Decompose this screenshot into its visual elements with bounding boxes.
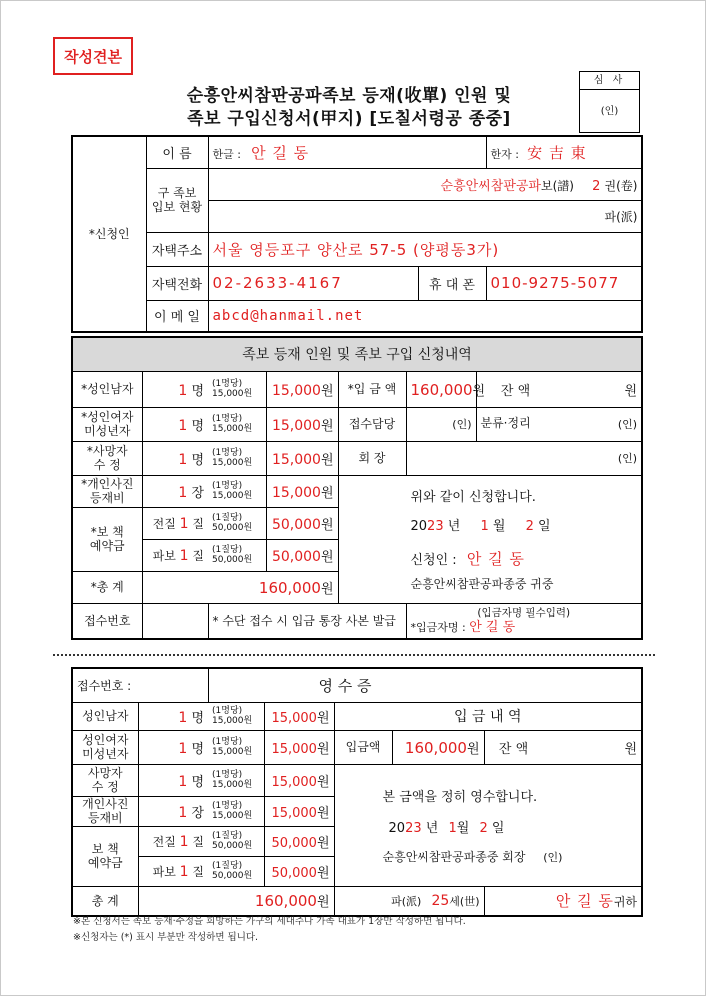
- rate-line1: (1명당): [212, 706, 243, 716]
- label-line2: 등재비: [87, 811, 123, 825]
- year-field[interactable]: 23: [427, 519, 444, 534]
- rate-line1: (1명당): [212, 448, 243, 458]
- label-line1: 성인여자: [82, 733, 129, 747]
- hangul-label: 한글 :: [212, 147, 241, 161]
- r-total-amount: 160,000: [254, 892, 317, 911]
- won-label: 원: [316, 895, 330, 911]
- rate-cell: [208, 475, 266, 507]
- rate-line2: 50,000원: [212, 523, 253, 533]
- rate-cell: [208, 407, 266, 441]
- r-full-set-count: 1: [179, 833, 189, 850]
- applicant-table: [71, 135, 643, 333]
- r-full-set-amount-cell: [264, 826, 334, 856]
- adult-female-minor-label: [72, 407, 142, 441]
- hangul-name-cell: [208, 136, 486, 168]
- r-honorific: 귀하: [613, 895, 638, 910]
- r-statement-date: [383, 817, 638, 836]
- r-adult-female-minor-label: [72, 730, 138, 764]
- form-title-line1: 순흥안씨참판공파족보 등재(收單) 인원 및: [186, 86, 512, 106]
- rate-line2: 15,000원: [212, 811, 253, 821]
- unit-label: 명: [191, 774, 205, 790]
- r-deceased-count: 1: [178, 773, 188, 790]
- r-adult-female-count-cell: [138, 730, 208, 764]
- r-deceased-amount-cell: [264, 764, 334, 796]
- phone-label: 자택전화: [146, 266, 208, 300]
- sort-seal: (인): [617, 418, 638, 431]
- hanja-name-field[interactable]: 安 吉 東: [527, 143, 587, 162]
- rate-cell: [208, 702, 264, 730]
- book-type: 전질: [152, 834, 176, 849]
- adult-female-amount: 15,000: [271, 417, 321, 434]
- r-signer-line: [383, 848, 638, 865]
- total-amount: 160,000: [258, 578, 321, 597]
- r-photo-label: [72, 796, 138, 826]
- won-label: 원: [466, 741, 480, 757]
- pa-cell: [208, 200, 642, 232]
- photo-label: [72, 475, 142, 507]
- depositor-name-field[interactable]: 안 길 동: [469, 619, 516, 635]
- clan-branch-field[interactable]: 순흥안씨참판공파: [440, 178, 541, 194]
- phone-cell: [208, 266, 418, 300]
- address-label: 자택주소: [146, 232, 208, 266]
- branch-book-count[interactable]: 1: [179, 547, 189, 564]
- deceased-count[interactable]: 1: [178, 451, 188, 468]
- depositor-note: (입금자명 필수입력): [477, 606, 571, 619]
- label-line1: *보 책: [90, 525, 124, 539]
- label-line2: 미성년자: [82, 747, 129, 761]
- rate-cell: [208, 764, 264, 796]
- r-photo-amount-cell: [264, 796, 334, 826]
- branch-book-amount: 50,000: [271, 548, 321, 565]
- r-month: 1: [448, 820, 457, 836]
- label-line1: *성인여자: [81, 410, 134, 424]
- label-line1: *개인사진: [81, 477, 134, 491]
- r-generation: 25: [431, 892, 450, 909]
- unit-label: 명: [191, 383, 204, 399]
- book-type: 전질: [152, 516, 176, 531]
- won-label: 원: [316, 774, 330, 790]
- mobile-cell: [486, 266, 642, 300]
- rate-cell: [208, 507, 266, 539]
- rate-line1: (1명당): [212, 414, 243, 424]
- won-label: 원: [320, 485, 334, 501]
- address-cell: [208, 232, 642, 266]
- unit-label: 명: [191, 418, 204, 434]
- r-total-cell: [138, 886, 334, 916]
- applicant-name-field[interactable]: 안 길 동: [466, 550, 525, 568]
- branch-book-amount-cell: [266, 539, 338, 571]
- won-label: 원: [316, 741, 330, 757]
- r-adult-female-count: 1: [178, 740, 188, 757]
- r-year: 23: [405, 820, 422, 836]
- receipt-title: 영 수 증: [208, 668, 642, 702]
- mobile-field[interactable]: 010-9275-5077: [490, 274, 620, 292]
- full-set-amount-cell: [266, 507, 338, 539]
- rate-line1: (1명당): [212, 737, 243, 747]
- day-label: 일: [491, 820, 505, 836]
- bo-label: 보(譜): [541, 178, 574, 193]
- won-label: 원: [472, 383, 486, 399]
- year-label: 년: [425, 820, 439, 836]
- rate-line1: (1질당): [212, 513, 243, 523]
- deposit-label: *입 금 액: [338, 371, 406, 407]
- r-adult-male-amount: 15,000: [271, 710, 317, 726]
- balance-won: 원: [624, 383, 638, 399]
- total-label: *총 계: [72, 571, 142, 603]
- rate-cell: [208, 371, 266, 407]
- rate-line1: (1명당): [212, 481, 243, 491]
- clan-branch-cell: [208, 168, 642, 200]
- chair-label: 회 장: [338, 441, 406, 475]
- label-line2: 예약금: [87, 856, 123, 870]
- rate-line2: 50,000원: [212, 841, 253, 851]
- r-signer-seal: (인): [543, 850, 563, 864]
- email-field[interactable]: abcd@hanmail.net: [212, 307, 364, 324]
- deceased-correction-label: [72, 441, 142, 475]
- unit-label: 질: [192, 834, 205, 849]
- footnote-1: ※본 신청서는 족보 등재·수정을 희망하는 가구의 세대주나 가족 대표가 1장만 작성하면 됩니다.: [73, 916, 466, 927]
- r-generation-label: 세(世): [449, 894, 480, 908]
- r-adult-female-amount-cell: [264, 730, 334, 764]
- r-deposit-amount: 160,000: [404, 738, 467, 757]
- hanja-label: 한자 :: [490, 147, 519, 161]
- full-set-count-cell: [142, 507, 208, 539]
- sort-cell: [476, 407, 642, 441]
- balance-cell: [476, 371, 642, 407]
- total-cell: [142, 571, 338, 603]
- details-header: 족보 등재 인원 및 족보 구입 신청내역: [72, 337, 642, 371]
- rate-cell: [208, 539, 266, 571]
- review-box: [579, 71, 640, 133]
- rate-line2: 15,000원: [212, 424, 253, 434]
- r-deceased-amount: 15,000: [271, 774, 317, 790]
- receipt-table: [71, 667, 643, 917]
- won-label: 원: [320, 418, 334, 434]
- receipt-no-field[interactable]: [142, 603, 208, 639]
- r-adult-male-label: 성인남자: [72, 702, 138, 730]
- mobile-label: 휴 대 폰: [418, 266, 486, 300]
- month-field[interactable]: 1: [480, 519, 489, 534]
- won-label: 원: [316, 805, 330, 821]
- rate-cell: [208, 441, 266, 475]
- r-balance-won: 원: [624, 741, 638, 757]
- r-deposit-header: 입 금 내 역: [334, 702, 642, 730]
- unit-label: 장: [191, 805, 205, 821]
- r-full-set-count-cell: [138, 826, 208, 856]
- won-label: 원: [320, 452, 334, 468]
- r-branch-book-count-cell: [138, 856, 208, 886]
- hanja-name-cell: [486, 136, 642, 168]
- r-name: 안 길 동: [555, 892, 614, 911]
- sort-label: 분류·정리: [480, 416, 531, 430]
- adult-female-count-cell: [142, 407, 208, 441]
- day-field[interactable]: 2: [525, 519, 534, 534]
- adult-male-amount: 15,000: [271, 382, 321, 399]
- label-line1: *사망자: [86, 444, 128, 458]
- unit-label: 명: [191, 741, 205, 757]
- r-branch-book-amount-cell: [264, 856, 334, 886]
- r-branch-book-count: 1: [179, 863, 189, 880]
- cut-line: [53, 654, 655, 656]
- r-adult-male-count: 1: [178, 709, 188, 726]
- adult-male-amount-cell: [266, 371, 338, 407]
- statement-text: 위와 같이 신청합니다.: [410, 490, 536, 505]
- adult-male-count[interactable]: 1: [178, 382, 188, 399]
- volume-field[interactable]: 2: [592, 178, 601, 194]
- balance-label: 잔 액: [500, 383, 531, 399]
- year-prefix: 20: [410, 519, 428, 534]
- won-label: 원: [320, 517, 334, 533]
- depositor-line: [409, 620, 640, 636]
- adult-male-count-cell: [142, 371, 208, 407]
- deposit-amount[interactable]: 160,000: [410, 380, 473, 399]
- r-deposit-label: 입금액: [334, 730, 392, 764]
- form-title-line2: 족보 구입신청서(甲지) [도칠서령공 종중]: [187, 109, 511, 129]
- year-label: 년: [447, 519, 461, 534]
- pa-label: 파(派): [604, 209, 638, 224]
- volume-label: 권(卷): [604, 178, 638, 193]
- application-statement-cell: [338, 475, 642, 603]
- r-photo-count: 1: [178, 804, 188, 821]
- statement-date: [411, 515, 638, 534]
- photo-amount-cell: [266, 475, 338, 507]
- r-deposit-cell: [392, 730, 484, 764]
- phone-field[interactable]: 02-2633-4167: [212, 274, 343, 292]
- r-total-label: 총 계: [72, 886, 138, 916]
- adult-female-amount-cell: [266, 407, 338, 441]
- rate-line1: (1질당): [212, 545, 243, 555]
- adult-female-count[interactable]: 1: [178, 417, 188, 434]
- won-label: 원: [316, 710, 330, 726]
- receipt-number-label: 접수번호 :: [72, 668, 208, 702]
- rate-line2: 50,000원: [212, 555, 253, 565]
- r-deceased-label: [72, 764, 138, 796]
- photo-amount: 15,000: [271, 484, 321, 501]
- full-set-amount: 50,000: [271, 516, 321, 533]
- r-adult-male-amount-cell: [264, 702, 334, 730]
- name-label: 이 름: [146, 136, 208, 168]
- day-label: 일: [537, 519, 551, 534]
- won-label: 원: [316, 865, 330, 881]
- receipt-no-label: 접수번호: [72, 603, 142, 639]
- email-cell: [208, 300, 642, 332]
- rate-line1: (1명당): [212, 379, 243, 389]
- year-prefix: 20: [388, 820, 406, 836]
- unit-label: 명: [191, 452, 204, 468]
- label-line2: 예약금: [89, 539, 125, 553]
- rate-line2: 15,000원: [212, 716, 253, 726]
- receiver-label: 접수담당: [338, 407, 406, 441]
- won-label: 원: [316, 835, 330, 851]
- rate-line2: 15,000원: [212, 491, 253, 501]
- applicant-label: 신청인 :: [410, 553, 457, 568]
- rate-line1: (1명당): [212, 770, 243, 780]
- month-label: 월: [492, 519, 506, 534]
- notice-text: * 수단 접수 시 입금 통장 사본 발급: [208, 603, 406, 639]
- deceased-amount: 15,000: [271, 451, 321, 468]
- statement-applicant: [411, 548, 638, 569]
- unit-label: 명: [191, 710, 205, 726]
- rate-cell: [208, 796, 264, 826]
- old-record-label-1: 구 족보: [157, 186, 197, 200]
- label-line1: 개인사진: [82, 797, 129, 811]
- won-label: 원: [320, 581, 334, 597]
- r-statement-text: 본 금액을 정히 영수합니다.: [382, 789, 538, 805]
- rate-cell: [208, 856, 264, 886]
- photo-count-cell: [142, 475, 208, 507]
- depositor-cell: [406, 603, 642, 639]
- adult-male-label: *성인남자: [72, 371, 142, 407]
- rate-line2: 15,000원: [212, 389, 253, 399]
- r-adult-female-amount: 15,000: [271, 741, 317, 757]
- r-deceased-count-cell: [138, 764, 208, 796]
- label-line2: 등재비: [89, 491, 125, 505]
- label-line2: 미성년자: [84, 424, 131, 438]
- book-deposit-label: [72, 507, 142, 571]
- r-name-cell: [484, 886, 642, 916]
- receiver-seal: (인): [406, 407, 476, 441]
- branch-book-count-cell: [142, 539, 208, 571]
- label-line2: 수 정: [91, 780, 119, 794]
- unit-label: 질: [192, 864, 205, 879]
- deceased-count-cell: [142, 441, 208, 475]
- rate-cell: [208, 730, 264, 764]
- full-set-count[interactable]: 1: [179, 515, 189, 532]
- r-balance-cell: [484, 730, 642, 764]
- unit-label: 질: [192, 516, 204, 531]
- month-label: 월: [456, 820, 470, 836]
- deposit-cell: [406, 371, 486, 407]
- rate-line1: (1질당): [212, 831, 243, 841]
- rate-line2: 15,000원: [212, 747, 253, 757]
- review-header: 심 사: [580, 72, 639, 90]
- hangul-name-field[interactable]: 안 길 동: [251, 143, 310, 162]
- rate-line2: 15,000원: [212, 780, 253, 790]
- email-label: 이 메 일: [146, 300, 208, 332]
- old-record-label: [146, 168, 208, 232]
- r-adult-male-count-cell: [138, 702, 208, 730]
- rate-cell: [208, 826, 264, 856]
- r-pa-label: 파(派): [391, 894, 422, 908]
- r-full-set-amount: 50,000: [271, 835, 317, 851]
- r-photo-count-cell: [138, 796, 208, 826]
- r-signer: 순흥안씨참판공파종중 회장: [382, 849, 526, 864]
- depositor-label: *입금자명 :: [410, 620, 466, 634]
- photo-count[interactable]: 1: [178, 484, 188, 501]
- label-line1: 보 책: [91, 842, 119, 856]
- unit-label: 질: [192, 548, 204, 563]
- r-generation-cell: [334, 886, 484, 916]
- r-book-label: [72, 826, 138, 886]
- won-label: 원: [320, 549, 334, 565]
- old-record-label-2: 입보 현황: [151, 200, 203, 214]
- book-type: 파보: [152, 548, 176, 563]
- statement-addressee: 순흥안씨참판공파종중 귀중: [410, 577, 554, 591]
- rate-line1: (1질당): [212, 861, 243, 871]
- r-photo-amount: 15,000: [271, 805, 317, 821]
- rate-line2: 50,000원: [212, 871, 253, 881]
- label-line2: 수 정: [93, 458, 121, 472]
- address-field[interactable]: 서울 영등포구 양산로 57-5 (양평동3가): [212, 240, 500, 259]
- applicant-section-label: *신청인: [72, 136, 146, 332]
- won-label: 원: [320, 383, 334, 399]
- r-day: 2: [479, 820, 488, 836]
- r-balance-label: 잔 액: [498, 741, 529, 757]
- review-seal: (인): [600, 106, 619, 117]
- chair-seal: (인): [406, 441, 642, 475]
- rate-line1: (1명당): [212, 801, 243, 811]
- unit-label: 장: [191, 485, 204, 501]
- details-table: [71, 336, 643, 640]
- r-branch-book-amount: 50,000: [271, 865, 317, 881]
- footnote-2: ※신청자는 (*) 표시 부분만 작성하면 됩니다.: [73, 932, 259, 943]
- r-statement-cell: [334, 764, 642, 886]
- rate-line2: 15,000원: [212, 458, 253, 468]
- book-type: 파보: [152, 864, 176, 879]
- label-line1: 사망자: [87, 766, 123, 780]
- deceased-amount-cell: [266, 441, 338, 475]
- sample-stamp: 작성견본: [53, 37, 133, 75]
